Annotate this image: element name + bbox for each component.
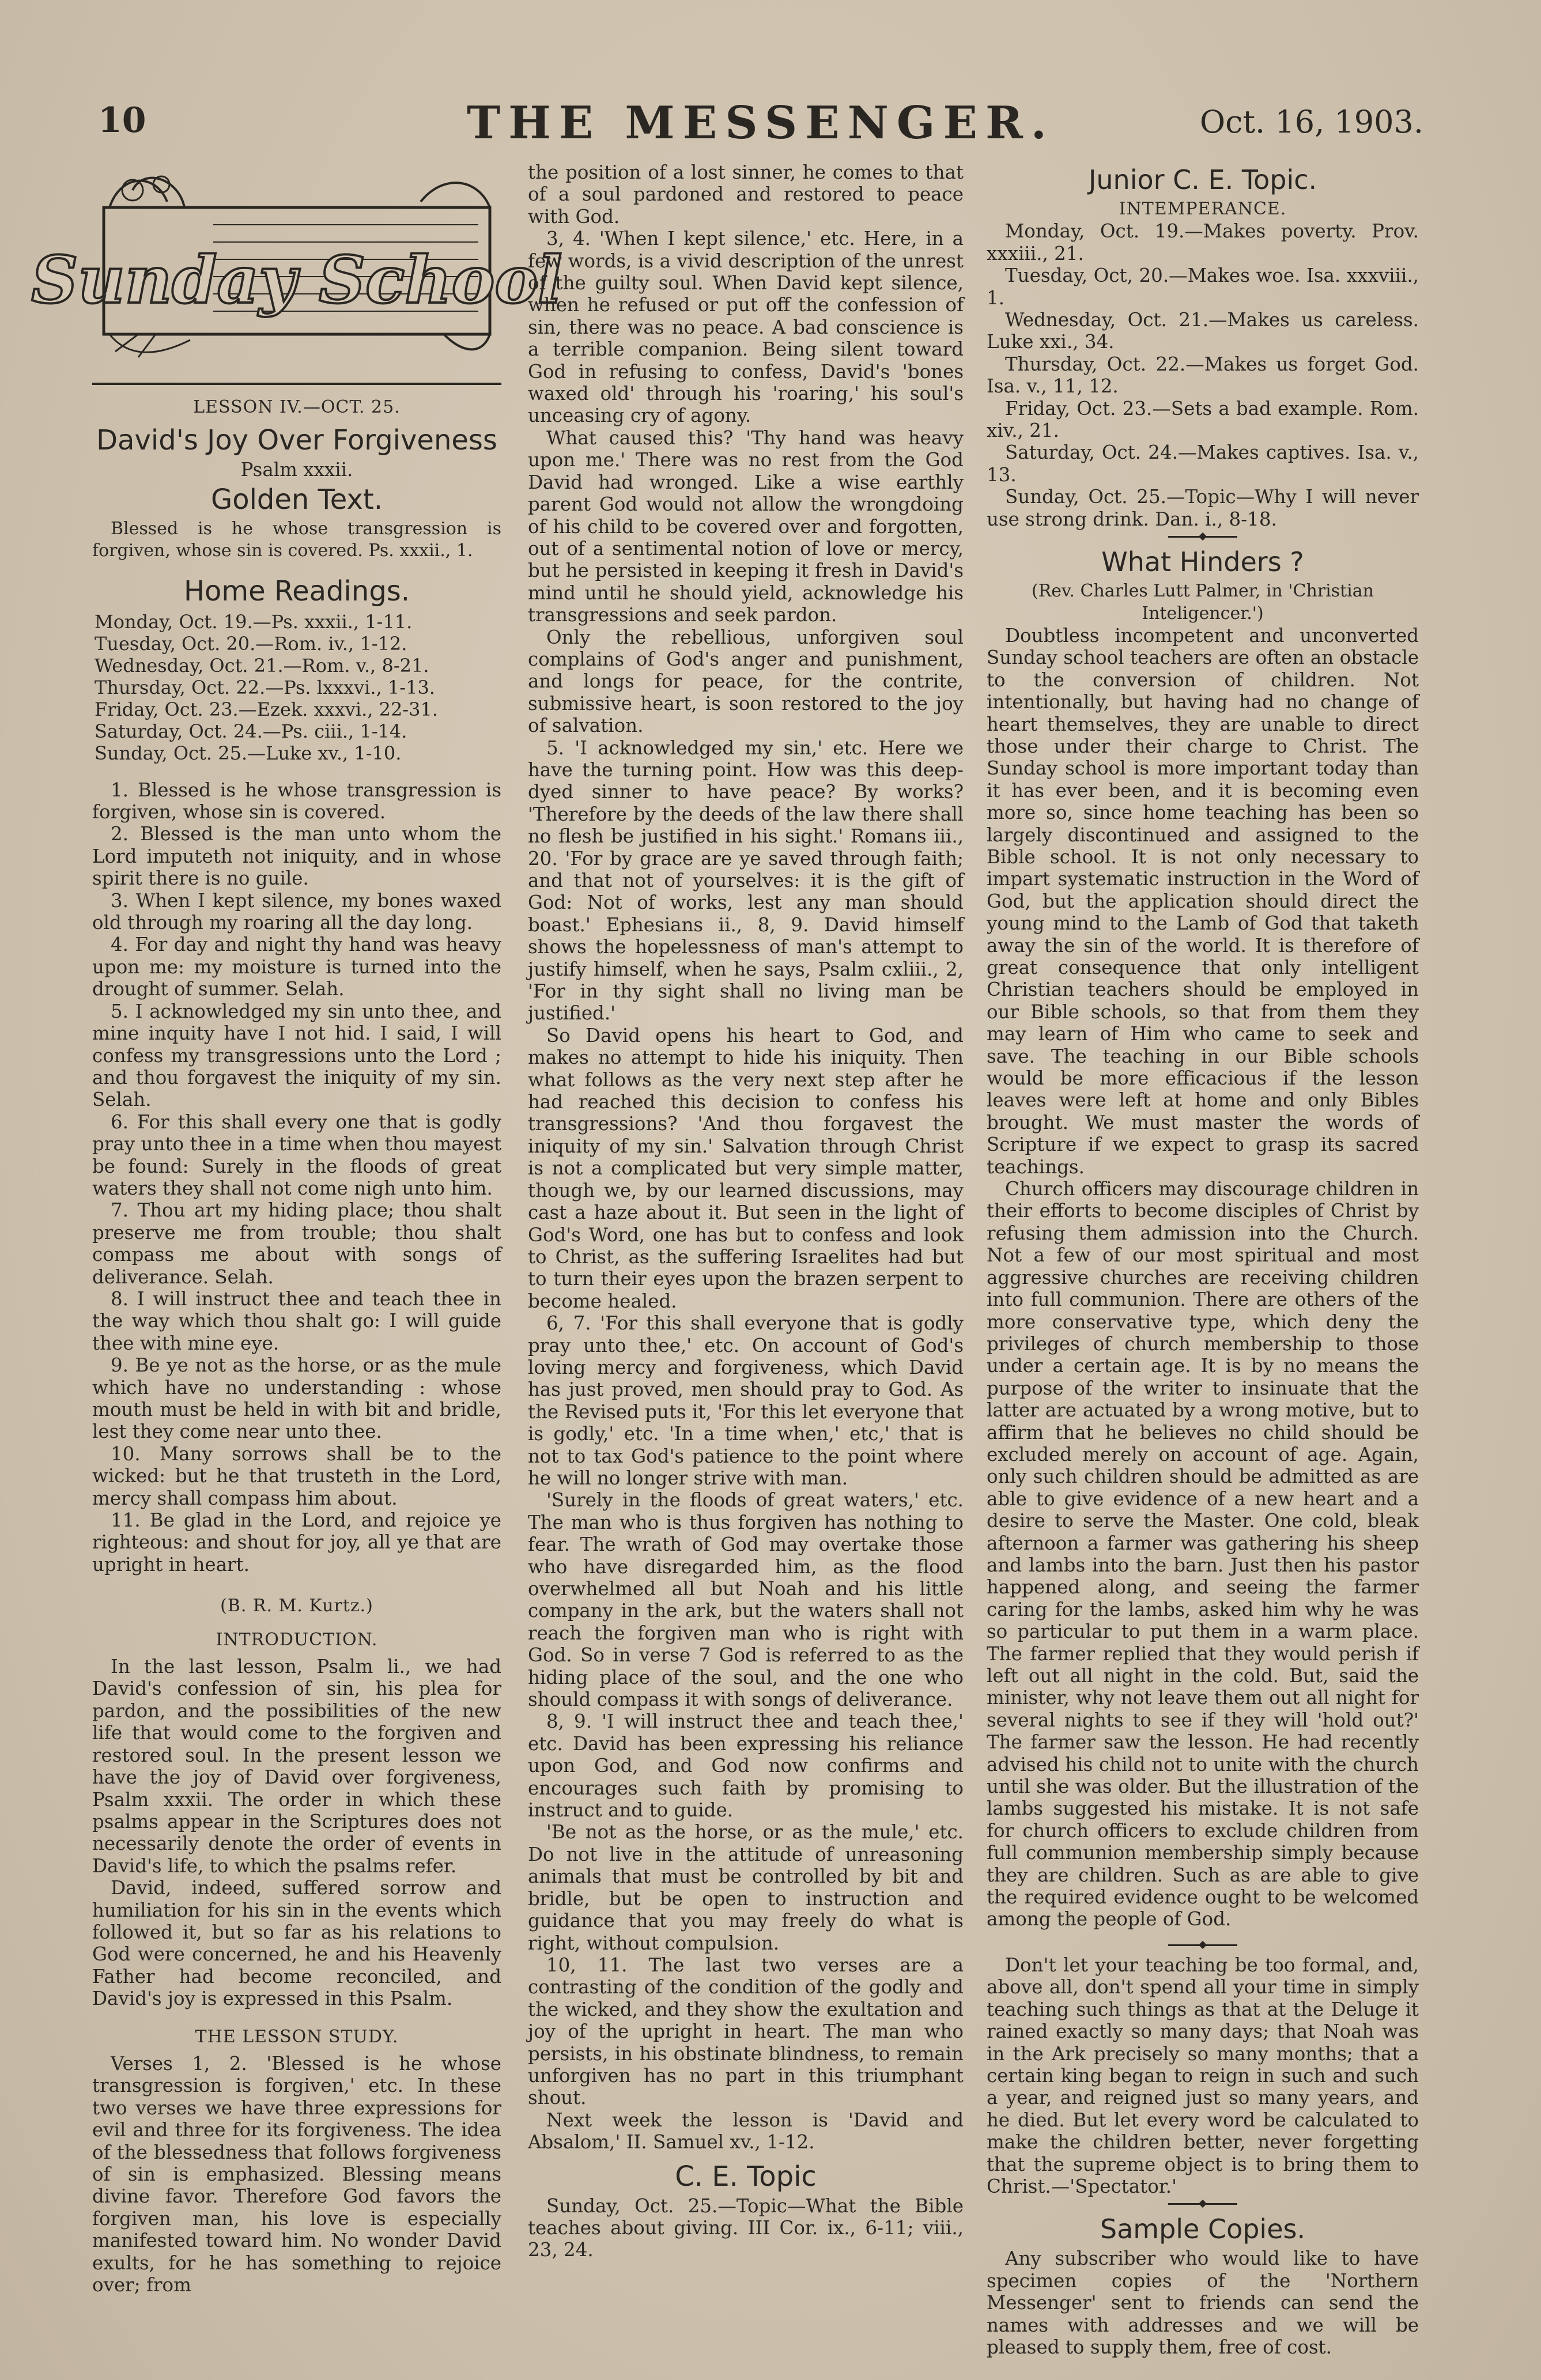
scripture-verse: 8. I will instruct thee and teach thee in the way which thou shalt go: I will guide thee with mine eye. <box>92 1287 501 1354</box>
article-paragraph: 6, 7. 'For this shall everyone that is godly pray unto thee,' etc. On account of God's loving mercy and forgiveness, which David has just proved, men should pray to God. As the Revised puts it, 'For this let everyone that is godly,' etc. 'In a time when,' etc,' that is not to tax God's patience to the point where he will no longer strive with man. <box>528 1312 964 1489</box>
home-reading-item: Thursday, Oct. 22.—Ps. lxxxvi., 1-13. <box>95 676 435 698</box>
author-credit: (B. R. M. Kurtz.) <box>220 1596 373 1616</box>
ce-topic-text: Sunday, Oct. 25.—Topic—What the Bible teaches about giving. III Cor. ix., 6-11; viii., 23, 24. <box>528 2194 964 2261</box>
article-paragraph: 3, 4. 'When I kept silence,' etc. Here, in a few words, is a vivid description of the unrest of the guilty soul. When David kept silence, when he refused or put off the confession of sin, there was no peace. A bad conscience is a terrible companion. Being silent toward God in refusing to confess, David's 'bones waxed old' through his 'roaring,' his soul's unceasing cry of agony. <box>528 228 964 427</box>
scripture-verse: 2. Blessed is the man unto whom the Lord imputeth not iniquity, and in whose spirit there is no guile. <box>92 823 501 890</box>
junior-topic-item: Thursday, Oct. 22.—Makes us forget God. Isa. v., 11, 12. <box>987 353 1419 398</box>
article-paragraph: Church officers may discourage children in their efforts to become disciples of Christ by refusing them admission into the Church. Not a few of our most spiritual and most aggressive churches are receiving children into full communion. There are others of the more conservative type, which deny the privileges of church membership to those under a certain age. It is by no means the purpose of the writer to insinuate that the latter are actuated by a wrong motive, but to affirm that he believes no child should be excluded merely on account of age. Again, only such children should be admitted as are able to give evidence of a new heart and a desire to serve the Master. One cold, bleak afternoon a farmer was gathering his sheep and lambs into the barn. Just then his pastor happened along, and seeing the farmer caring for the lambs, asked him why he was so particular to put them in a warm place. The farmer replied that they would perish if left out all night in the cold. But, said the minister, why not leave them out all night for several nights to see if they will 'hold out?' The farmer saw the lesson. He had recently advised his child not to unite with the church until she was older. But the illustration of the lambs suggested his mistake. It is not safe for church officers to exclude children from full communion membership simply because they are children. Such as are able to give the required evidence ought to be welcomed among the people of God. <box>987 1178 1419 1931</box>
section-divider <box>1168 536 1237 538</box>
junior-topic-item: Tuesday, Oct, 20.—Makes woe. Isa. xxxviii., 1. <box>987 265 1419 309</box>
article-paragraph: 5. 'I acknowledged my sin,' etc. Here we have the turning point. How was this deep-dyed sinner to have peace? By works? 'Therefore by the deeds of the law there shall no flesh be justified in his sight.' Romans iii., 20. 'For by grace are ye saved through faith; and that not of yourselves: it is the gift of God: Not of works, lest any man should boast.' Ephesians ii., 8, 9. David himself shows the hopelessness of man's attempt to justify himself, when he says, Psalm cxliii., 2, 'For in thy sight shall no living man be justified.' <box>528 736 964 1025</box>
scripture-verse: 3. When I kept silence, my bones waxed old through my roaring all the day long. <box>92 889 501 934</box>
junior-topic-item: Monday, Oct. 19.—Makes poverty. Prov. xxxiii., 21. <box>987 220 1419 265</box>
sunday-school-logo <box>31 167 562 375</box>
introduction-paragraph: David, indeed, suffered sorrow and humiliation for his sin in the events which followed it, but so far as his relations to God were concerned, he and his Heavenly Father had become reconciled, and David's joy is expressed in this Psalm. <box>92 1877 501 2010</box>
home-reading-item: Friday, Oct. 23.—Ezek. xxxvi., 22-31. <box>95 698 438 720</box>
article-paragraph: So David opens his heart to God, and makes no attempt to hide his iniquity. Then what follows as the very next step after he had reached this decision to confess his transgressions? 'And thou forgavest the iniquity of my sin.' Salvation through Christ is not a complicated but very simple matter, though we, by our learned discussions, may cast a haze about it. But seen in the light of God's Word, one has but to confess and look to Christ, as the suffering Israelites had but to turn their eyes upon the brazen serpent to become healed. <box>528 1024 964 1312</box>
scripture-verse: 6. For this shall every one that is godly pray unto thee in a time when thou mayest be found: Surely in the floods of great waters they shall not come nigh unto him. <box>92 1110 501 1199</box>
lesson-line: LESSON IV.—OCT. 25. <box>193 397 401 417</box>
scripture-verse: 11. Be glad in the Lord, and rejoice ye righteous: and shout for joy, all ye that are upright in heart. <box>92 1509 501 1576</box>
logo-text: Sunday School <box>31 243 562 318</box>
junior-topic-item: Friday, Oct. 23.—Sets a bad example. Rom. xiv., 21. <box>987 397 1419 442</box>
sunday-school-emblem-icon <box>31 167 562 375</box>
junior-ce-heading: Junior C. E. Topic. <box>1088 164 1317 195</box>
introduction-heading: INTRODUCTION. <box>216 1629 378 1650</box>
article-paragraph: Only the rebellious, unforgiven soul complains of God's anger and punishment, and longs for peace, for the contrite, submissive heart, is soon restored to the joy of salvation. <box>528 626 964 737</box>
sample-copies-heading: Sample Copies. <box>1100 2213 1306 2245</box>
section-divider <box>1168 2203 1237 2205</box>
home-readings-list <box>95 611 501 764</box>
junior-topic-item: Saturday, Oct. 24.—Makes captives. Isa. v., 13. <box>987 441 1419 486</box>
article-paragraph: Doubtless incompetent and unconverted Sunday school teachers are often an obstacle to the conversion of children. Not intentionally, but having had no change of heart themselves, they are unable to direct those under their charge to Christ. The Sunday school is more important today than it has ever been, and it is becoming even more so, since home teaching has been so largely discontinued and assigned to the Bible school. It is not only necessary to impart systematic instruction in the Word of God, but the application should direct the young mind to the Lamb of God that taketh away the sin of the world. It is therefore of great consequence that only intelligent Christian teachers should be employed in our Bible schools, so that from them they may learn of Him who came to seek and save. The teaching in our Bible schools would be more efficacious if the lesson leaves were left at home and only Bibles brought. We must master the words of Scripture if we expect to grasp its sacred teachings. <box>987 624 1419 1178</box>
ce-topic-heading: C. E. Topic <box>675 2160 817 2193</box>
article-paragraph: the position of a lost sinner, he comes to that of a soul pardoned and restored to peace with God. <box>528 161 964 228</box>
scripture-verse: 1. Blessed is he whose transgression is forgiven, whose sin is covered. <box>92 779 501 823</box>
home-reading-item: Tuesday, Oct. 20.—Rom. iv., 1-12. <box>95 632 407 655</box>
newspaper-title: THE MESSENGER. <box>467 97 1055 149</box>
section-divider <box>1168 1944 1237 1946</box>
junior-topic-item: Wednesday, Oct. 21.—Makes us careless. Luke xxi., 34. <box>987 309 1419 353</box>
golden-text-heading: Golden Text. <box>211 483 383 516</box>
golden-text: Blessed is he whose transgression is forgiven, whose sin is covered. Ps. xxxii., 1. <box>92 518 501 561</box>
scripture-verse: 7. Thou art my hiding place; thou shalt preserve me from trouble; thou shalt compass me about with songs of deliverance. Selah. <box>92 1199 501 1288</box>
lesson-psalm: Psalm xxxii. <box>240 459 353 481</box>
lesson-study-heading: THE LESSON STUDY. <box>195 2026 399 2047</box>
lesson-study-paragraph: Verses 1, 2. 'Blessed is he whose transgression is forgiven,' etc. In these two verses we have three expressions for evil and three for its forgiveness. The idea of the blessedness that follows forgiveness of sin is emphasized. Blessing means divine favor. Therefore God favors the forgiven man, his love is especially manifested toward him. No wonder David exults, for he has something to rejoice over; from <box>92 2052 501 2296</box>
home-readings-heading: Home Readings. <box>183 575 410 607</box>
home-reading-item: Saturday, Oct. 24.—Ps. ciii., 1-14. <box>95 720 407 742</box>
introduction-paragraph: In the last lesson, Psalm li., we had David's confession of sin, his plea for pardon, and the possibilities of the new life that would come to the forgiven and restored soul. In the present lesson we have the joy of David over forgiveness, Psalm xxxii. The order in which these psalms appear in the Scriptures does not necessarily denote the order of events in David's life, to which the psalms refer. <box>92 1656 501 1877</box>
home-reading-item: Sunday, Oct. 25.—Luke xv., 1-10. <box>95 742 402 764</box>
masthead <box>98 86 1423 156</box>
next-week-note: Next week the lesson is 'David and Absalom,' II. Samuel xv., 1-12. <box>528 2109 964 2154</box>
scripture-verse: 10. Many sorrows shall be to the wicked: but he that trusteth in the Lord, mercy shall compass him about. <box>92 1442 501 1509</box>
article-paragraph: 'Be not as the horse, or as the mule,' etc. Do not live in the attitude of unreasoning animals that must be controlled by bit and bridle, but be open to instruction and guidance that you may freely do what is right, without compulsion. <box>528 1821 964 1954</box>
article-paragraph: 'Surely in the floods of great waters,' etc. The man who is thus forgiven has nothing to fear. The wrath of God may overtake those who have disregarded him, as the flood overwhelmed all but Noah and his little company in the ark, but the waters shall not reach the forgiven man who is right with God. So in verse 7 God is referred to as the hiding place of the soul, and the one who should compass it with songs of deliverance. <box>528 1489 964 1711</box>
article-paragraph: 8, 9. 'I will instruct thee and teach thee,' etc. David has been expressing his reliance upon God, and God now confirms and encourages such faith by promising to instruct and to guide. <box>528 1710 964 1822</box>
column-left <box>31 161 562 2296</box>
home-reading-item: Wednesday, Oct. 21.—Rom. v., 8-21. <box>95 654 429 677</box>
sample-copies-text: Any subscriber who would like to have specimen copies of the 'Northern Messenger' sent to friends can send the names with addresses and we will be pleased to supply them, free of cost. <box>987 2247 1419 2358</box>
junior-ce-subheading: INTEMPERANCE. <box>1119 199 1287 219</box>
article-paragraph: 10, 11. The last two verses are a contrasting of the condition of the godly and the wicked, and they show the exultation and joy of the upright in heart. The man who persists, in his obstinate blindness, to remain unforgiven has no part in this triumphant shout. <box>528 1954 964 2109</box>
scripture-verse: 9. Be ye not as the horse, or as the mule which have no understanding : whose mouth must be held in with bit and bridle, lest they come near unto thee. <box>92 1354 501 1443</box>
junior-topic-item: Sunday, Oct. 25.—Topic—Why I will never use strong drink. Dan. i., 8-18. <box>987 486 1419 530</box>
page-number: 10 <box>98 100 146 141</box>
column-middle <box>528 161 964 2261</box>
issue-date: Oct. 16, 1903. <box>1199 104 1423 140</box>
article-paragraph: What caused this? 'Thy hand was heavy upon me.' There was no rest from the God David had wronged. Like a wise earthly parent God would not allow the wrongdoing of his child to be covered over and forgotten, out of a sentimental notion of love or mercy, but he persisted in keeping it fresh in David's mind until he should yield, acknowledge his transgressions and seek pardon. <box>528 426 964 626</box>
scripture-verse: 4. For day and night thy hand was heavy upon me: my moisture is turned into the drought of summer. Selah. <box>92 934 501 1000</box>
logo-rule <box>92 383 501 385</box>
lesson-title: David's Joy Over Forgiveness <box>96 424 497 457</box>
what-hinders-byline: (Rev. Charles Lutt Palmer, in 'Christian Inteligencer.') <box>1032 581 1374 624</box>
home-reading-item: Monday, Oct. 19.—Ps. xxxii., 1-11. <box>95 610 413 633</box>
column-right <box>987 161 1419 2358</box>
scripture-verse: 5. I acknowledged my sin unto thee, and mine inquity have I not hid. I said, I will confess my transgressions unto the Lord ; and thou forgavest the iniquity of my sin. Selah. <box>92 1000 501 1111</box>
what-hinders-heading: What Hinders ? <box>1101 546 1304 578</box>
formal-teaching-paragraph: Don't let your teaching be too formal, and, above all, don't spend all your time in simply teaching such things as that at the Deluge it rained exactly so many days; that Noah was in the Ark precisely so many months; that a certain king began to reign in such and such a year, and reigned just so many years, and he died. But let every word be calculated to make the children better, never forgetting that the supreme object is to bring them to Christ.—'Spectator.' <box>987 1954 1419 2197</box>
